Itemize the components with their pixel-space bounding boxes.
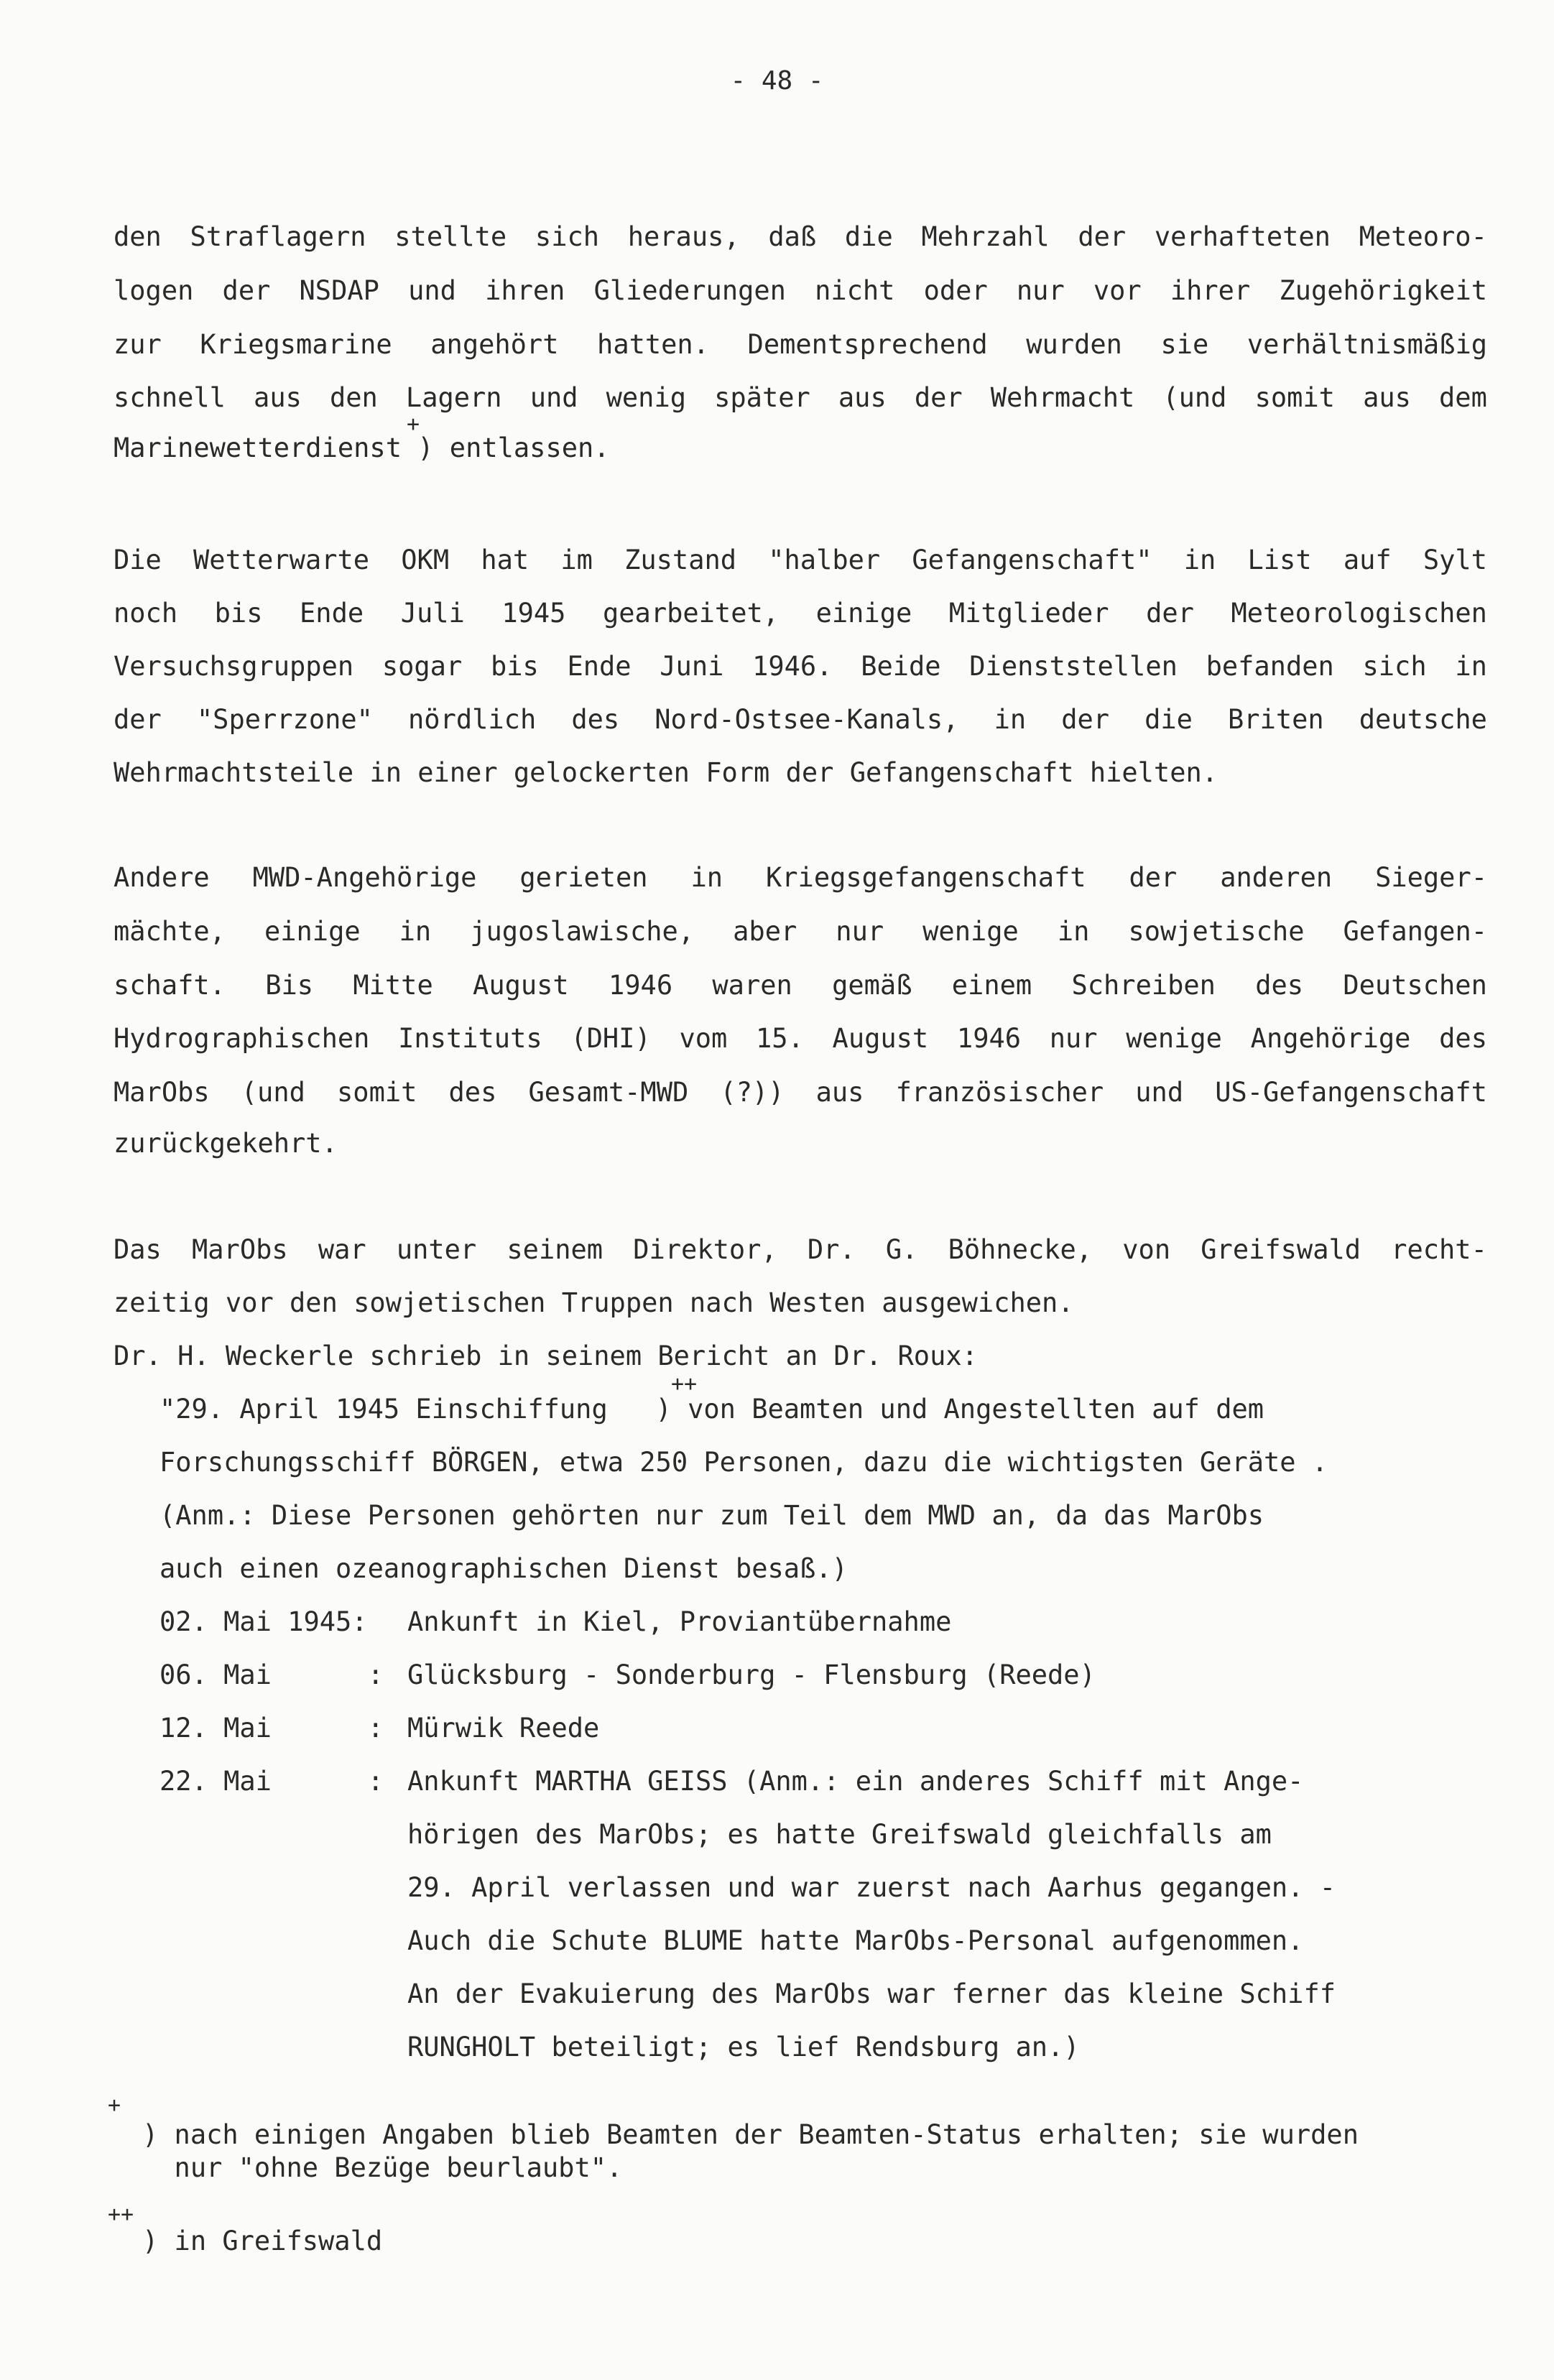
text-line: Hydrographischen Instituts (DHI) vom 15. August 1946 nur wenige Angehörige des [114,1023,1487,1054]
text-line: Das MarObs war unter seinem Direktor, Dr. G. Böhnecke, von Greifswald recht- [114,1234,1487,1265]
diary-date: 02. Mai 1945: [159,1606,368,1637]
text-line: Andere MWD-Angehörige gerieten in Kriegsgefangenschaft der anderen Sieger- [114,862,1487,893]
footnote-mark: + [407,412,420,437]
footnote-mark: ++ [671,1371,698,1397]
text-line: Die Wetterwarte OKM hat im Zustand "halber Gefangenschaft" in List auf Sylt [114,545,1487,575]
text-line: MarObs (und somit des Gesamt-MWD (?)) aus französischer und US-Gefangenschaft [114,1077,1487,1108]
diary-text: hörigen des MarObs; es hatte Greifswald gleichfalls am [407,1819,1272,1850]
text-line: zur Kriegsmarine angehört hatten. Dementsprechend wurden sie verhältnismäßig [114,329,1487,360]
diary-text: Ankunft in Kiel, Proviantübernahme [407,1606,952,1637]
footnote-line: nur "ohne Bezüge beurlaubt". [142,2152,623,2183]
footnote-line: ) nach einigen Angaben blieb Beamten der Beamten-Status erhalten; sie wurden [142,2119,1359,2150]
text-line: logen der NSDAP und ihren Gliederungen nicht oder nur vor ihrer Zugehörigkeit [114,275,1487,306]
quote-line: "29. April 1945 Einschiffung ) von Beamten und Angestellten auf dem [159,1394,1264,1425]
quote-line: Forschungsschiff BÖRGEN, etwa 250 Personen, dazu die wichtigsten Geräte . [159,1447,1328,1478]
text-line: Marinewetterdienst ) entlassen. [114,432,610,463]
text-line: zeitig vor den sowjetischen Truppen nach Westen ausgewichen. [114,1287,1074,1318]
text-line: schaft. Bis Mitte August 1946 waren gemäß einem Schreiben des Deutschen [114,970,1487,1001]
text-line: Dr. H. Weckerle schrieb in seinem Bericht an Dr. Roux: [114,1341,978,1371]
text-line: zurückgekehrt. [114,1128,338,1159]
footnote-mark: ++ [108,2202,134,2227]
text-line: mächte, einige in jugoslawische, aber nur wenige in sowjetische Gefangen- [114,916,1487,947]
text-line: den Straflagern stellte sich heraus, daß die Mehrzahl der verhafteten Meteoro- [114,221,1487,252]
diary-text: Mürwik Reede [407,1713,600,1744]
diary-date: 06. Mai : [159,1659,384,1690]
diary-date: 12. Mai : [159,1713,384,1744]
text-line: noch bis Ende Juli 1945 gearbeitet, einige Mitglieder der Meteorologischen [114,598,1487,629]
diary-text: RUNGHOLT beteiligt; es lief Rendsburg an.) [407,2032,1080,2062]
text-line: Wehrmachtsteile in einer gelockerten Form der Gefangenschaft hielten. [114,757,1218,788]
footnote-line: ) in Greifswald [142,2226,383,2256]
diary-text: Ankunft MARTHA GEISS (Anm.: ein anderes Schiff mit Ange- [407,1766,1304,1797]
quote-line: (Anm.: Diese Personen gehörten nur zum Teil dem MWD an, da das MarObs [159,1500,1264,1531]
diary-text: Auch die Schute BLUME hatte MarObs-Personal aufgenommen. [407,1925,1304,1956]
diary-text: An der Evakuierung des MarObs war ferner das kleine Schiff [407,1978,1336,2009]
diary-date: 22. Mai : [159,1766,384,1797]
footnote-mark: + [108,2093,121,2118]
text-line: Versuchsgruppen sogar bis Ende Juni 1946. Beide Dienststellen befanden sich in [114,651,1487,682]
quote-line: auch einen ozeanographischen Dienst besaß.) [159,1553,848,1584]
page-number: - 48 - [730,66,824,96]
text-line: schnell aus den Lagern und wenig später aus der Wehrmacht (und somit aus dem [114,382,1487,413]
diary-text: Glücksburg - Sonderburg - Flensburg (Reede) [407,1659,1096,1690]
text-line: der "Sperrzone" nördlich des Nord-Ostsee-Kanals, in der die Briten deutsche [114,704,1487,735]
diary-text: 29. April verlassen und war zuerst nach Aarhus gegangen. - [407,1872,1336,1903]
